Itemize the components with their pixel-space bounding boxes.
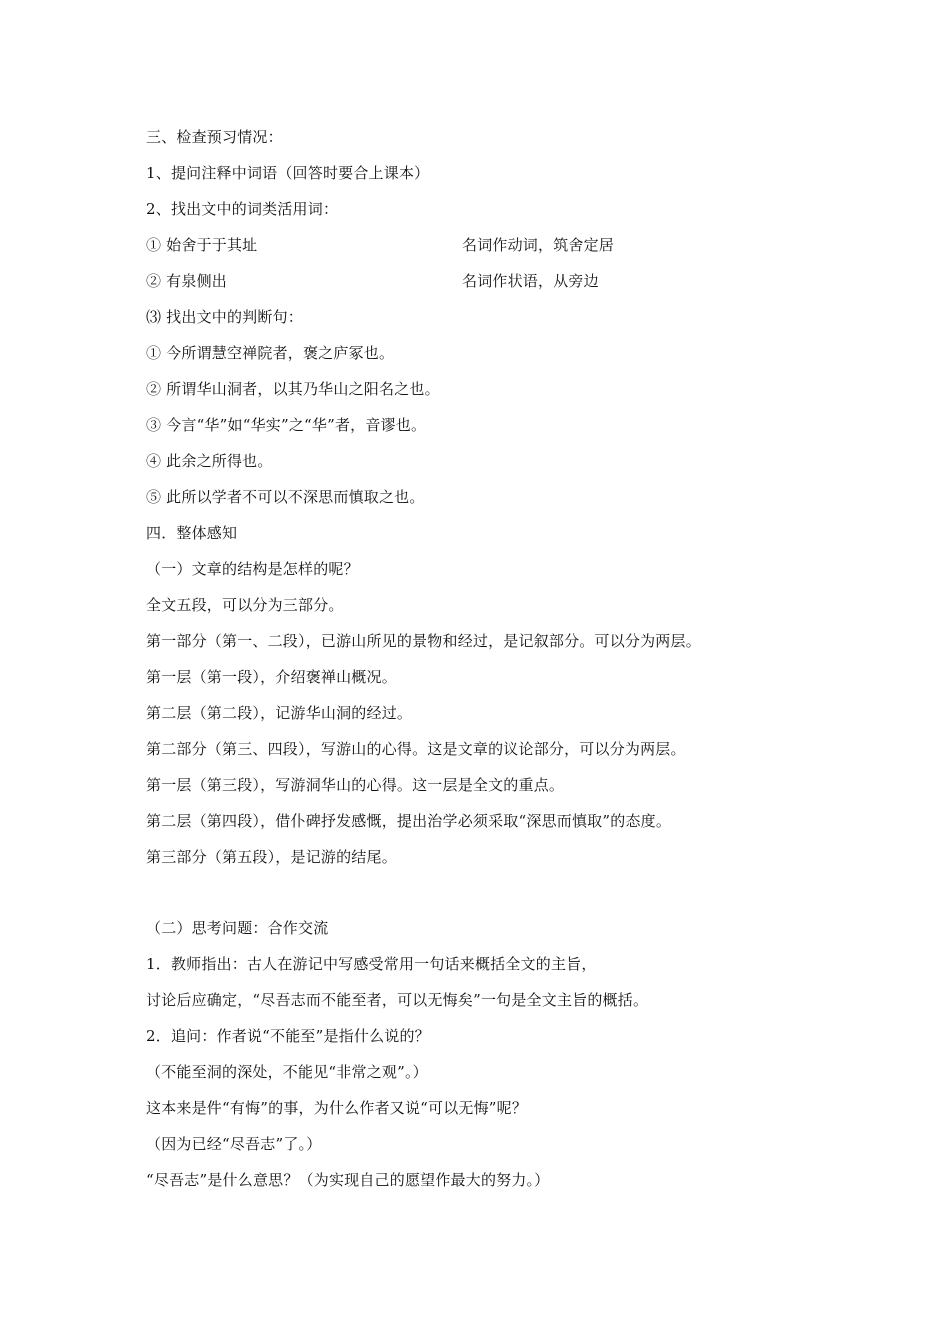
structure-line: 第三部分（第五段），是记游的结尾。 — [146, 848, 397, 866]
discussion-line: （因为已经“尽吾志”了。） — [146, 1135, 322, 1153]
section-four-heading: 四．整体感知 — [146, 524, 238, 542]
section-three-heading: 三、检查预习情况： — [146, 128, 283, 146]
structure-line: 第二部分（第三、四段），写游山的心得。这是文章的议论部分，可以分为两层。 — [146, 740, 686, 758]
panduan-item: ② 所谓华山洞者，以其乃华山之阳名之也。 — [146, 380, 440, 398]
subheading-two: （二）思考问题：合作交流 — [146, 919, 329, 937]
panduan-item: ① 今所谓慧空禅院者，褒之庐冢也。 — [146, 344, 395, 362]
huoyong-word: ① 始舍于于其址 — [146, 236, 258, 254]
list-item: ⑶ 找出文中的判断句： — [146, 308, 303, 326]
discussion-line: （不能至洞的深处，不能见“非常之观”。） — [146, 1063, 428, 1081]
structure-line: 全文五段，可以分为三部分。 — [146, 596, 344, 614]
panduan-item: ⑤ 此所以学者不可以不深思而慎取之也。 — [146, 488, 425, 506]
discussion-line: 2．追问：作者说“不能至”是指什么说的？ — [146, 1027, 430, 1045]
discussion-line: 这本来是件“有悔”的事，为什么作者又说“可以无悔”呢？ — [146, 1099, 528, 1117]
discussion-line: “尽吾志”是什么意思？（为实现自己的愿望作最大的努力。） — [146, 1171, 550, 1189]
panduan-item: ④ 此余之所得也。 — [146, 452, 273, 470]
huoyong-note: 名词作动词，筑舍定居 — [462, 236, 615, 254]
structure-line: 第一层（第一段），介绍褒禅山概况。 — [146, 668, 397, 686]
list-item: 1、提问注释中词语（回答时要合上课本） — [146, 164, 430, 182]
huoyong-item-1 — [146, 235, 615, 255]
discussion-line: 讨论后应确定，“尽吾志而不能至者，可以无悔矣”一句是全文主旨的概括。 — [146, 991, 649, 1009]
list-item: 2、找出文中的词类活用词： — [146, 200, 339, 218]
structure-line: 第一层（第三段），写游洞华山的心得。这一层是全文的重点。 — [146, 776, 565, 794]
structure-line: 第二层（第四段），借仆碑抒发感慨，提出治学必须采取“深思而慎取”的态度。 — [146, 812, 672, 830]
subheading-one: （一）文章的结构是怎样的呢？ — [146, 560, 359, 578]
structure-line: 第二层（第二段），记游华山洞的经过。 — [146, 704, 413, 722]
panduan-item: ③ 今言“华”如“华实”之“华”者，音谬也。 — [146, 416, 427, 434]
huoyong-note: 名词作状语，从旁边 — [462, 272, 599, 290]
structure-line: 第一部分（第一、二段），已游山所见的景物和经过，是记叙部分。可以分为两层。 — [146, 632, 701, 650]
huoyong-word: ② 有泉侧出 — [146, 272, 227, 290]
huoyong-item-2 — [146, 271, 599, 291]
discussion-line: 1．教师指出：古人在游记中写感受常用一句话来概括全文的主旨， — [146, 955, 597, 973]
